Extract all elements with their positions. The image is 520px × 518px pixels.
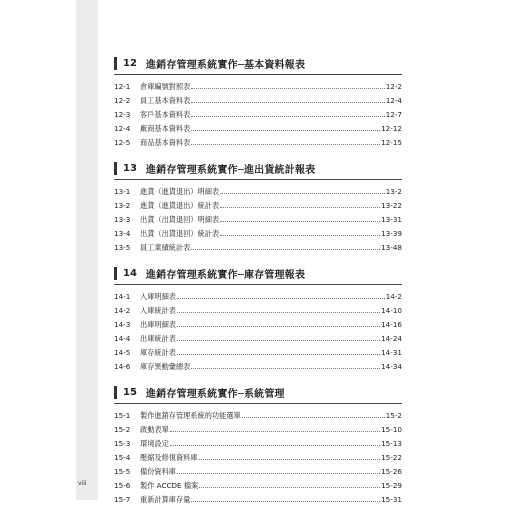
entry-page: 14-24 xyxy=(381,334,402,343)
dot-leader xyxy=(177,473,380,474)
entry-page: 13-2 xyxy=(385,187,402,196)
entry-title: 啟動表單 xyxy=(140,425,169,434)
chapter-title: 進銷存管理系統實作─進出貨統計報表 xyxy=(145,164,316,176)
entry-title: 入庫統計表 xyxy=(140,306,176,315)
toc-entry[interactable] xyxy=(114,290,402,304)
entry-number: 15-1 xyxy=(114,411,131,420)
toc-entry[interactable] xyxy=(114,479,402,493)
entry-title: 出貨（出貨退回）統計表 xyxy=(140,229,220,238)
chapter-13 xyxy=(114,161,402,255)
entry-page: 12-15 xyxy=(381,138,402,147)
entry-page: 12-2 xyxy=(385,82,402,91)
entry-title: 員工基本資料表 xyxy=(140,96,191,105)
chapter-number: 14 xyxy=(123,267,137,279)
entry-title: 進貨（進貨退出）明細表 xyxy=(140,187,220,196)
entry-page: 14-34 xyxy=(381,362,402,371)
table-of-contents xyxy=(114,56,402,518)
entry-title: 入庫明細表 xyxy=(140,292,176,301)
entry-number: 13-5 xyxy=(114,243,131,252)
dot-leader xyxy=(177,340,380,341)
toc-entry[interactable] xyxy=(114,185,402,199)
dot-leader xyxy=(242,417,385,418)
entry-page: 15-31 xyxy=(381,495,402,504)
entry-title: 庫存異動彙總表 xyxy=(140,362,191,371)
dot-leader xyxy=(191,130,380,131)
entry-page: 15-29 xyxy=(381,481,402,490)
toc-entry[interactable] xyxy=(114,94,402,108)
entry-number: 14-3 xyxy=(114,320,131,329)
chapter-heading xyxy=(114,161,402,180)
dot-leader xyxy=(177,326,380,327)
entry-page: 15-22 xyxy=(381,453,402,462)
toc-entry[interactable] xyxy=(114,318,402,332)
entry-page: 12-4 xyxy=(385,96,402,105)
page-number: viii xyxy=(78,480,87,487)
entry-number: 12-1 xyxy=(114,82,131,91)
toc-entry[interactable] xyxy=(114,304,402,318)
chapter-heading xyxy=(114,266,402,285)
toc-entry[interactable] xyxy=(114,108,402,122)
entry-title: 商品基本資料表 xyxy=(140,138,191,147)
entry-title: 製作 ACCDE 檔案 xyxy=(140,481,199,490)
entry-number: 15-5 xyxy=(114,467,131,476)
chapter-12 xyxy=(114,56,402,150)
entry-page: 13-22 xyxy=(381,201,402,210)
toc-entry[interactable] xyxy=(114,241,402,255)
entry-title: 重新計算庫存量 xyxy=(140,495,191,504)
entry-page: 12-12 xyxy=(381,124,402,133)
chapter-14 xyxy=(114,266,402,374)
chapter-title: 進銷存管理系統實作─基本資料報表 xyxy=(145,59,306,71)
entry-number: 12-4 xyxy=(114,124,131,133)
entry-number: 12-5 xyxy=(114,138,131,147)
dot-leader xyxy=(191,368,380,369)
entry-number: 14-4 xyxy=(114,334,131,343)
chapter-marker-bar xyxy=(114,162,117,175)
entry-title: 備份資料庫 xyxy=(140,467,176,476)
entry-page: 14-2 xyxy=(385,292,402,301)
chapter-marker-bar xyxy=(114,386,117,399)
entry-title: 製作進銷存管理系統的功能選單 xyxy=(140,411,241,420)
entry-page: 14-10 xyxy=(381,306,402,315)
entry-page: 15-10 xyxy=(381,425,402,434)
entry-title: 進貨（進貨退出）統計表 xyxy=(140,201,220,210)
entry-number: 13-2 xyxy=(114,201,131,210)
dot-leader xyxy=(191,249,380,250)
entry-number: 14-2 xyxy=(114,306,131,315)
entry-page: 15-2 xyxy=(385,411,402,420)
entry-number: 15-4 xyxy=(114,453,131,462)
entry-page: 13-48 xyxy=(381,243,402,252)
entry-title: 出庫統計表 xyxy=(140,334,176,343)
entry-page: 15-13 xyxy=(381,439,402,448)
toc-entry[interactable] xyxy=(114,199,402,213)
entry-title: 出貨（出貨退回）明細表 xyxy=(140,215,220,224)
chapter-heading xyxy=(114,56,402,75)
dot-leader xyxy=(177,298,385,299)
chapter-marker-bar xyxy=(114,267,117,280)
entry-title: 庫存統計表 xyxy=(140,348,176,357)
toc-entry[interactable] xyxy=(114,80,402,94)
dot-leader xyxy=(220,221,380,222)
dot-leader xyxy=(220,207,380,208)
dot-leader xyxy=(191,116,384,117)
chapter-number: 13 xyxy=(123,162,137,174)
chapter-15 xyxy=(114,385,402,507)
chapter-number: 12 xyxy=(123,57,137,69)
entry-title: 出庫明細表 xyxy=(140,320,176,329)
entry-number: 14-5 xyxy=(114,348,131,357)
entry-page: 13-39 xyxy=(381,229,402,238)
chapter-marker-bar xyxy=(114,57,117,70)
entry-number: 14-1 xyxy=(114,292,131,301)
dot-leader xyxy=(191,501,380,502)
entry-number: 13-4 xyxy=(114,229,131,238)
dot-leader xyxy=(170,445,380,446)
dot-leader xyxy=(199,459,381,460)
toc-entry[interactable] xyxy=(114,360,402,374)
toc-entry[interactable] xyxy=(114,122,402,136)
entry-page: 12-7 xyxy=(385,110,402,119)
dot-leader xyxy=(177,312,380,313)
chapter-title: 進銷存管理系統實作─庫存管理報表 xyxy=(145,269,306,281)
dot-leader xyxy=(191,144,380,145)
page-margin-strip xyxy=(76,0,98,500)
entry-number: 13-3 xyxy=(114,215,131,224)
entry-number: 15-7 xyxy=(114,495,131,504)
dot-leader xyxy=(220,235,380,236)
dot-leader xyxy=(191,102,384,103)
toc-entry[interactable] xyxy=(114,136,402,150)
entry-page: 14-16 xyxy=(381,320,402,329)
toc-entry[interactable] xyxy=(114,493,402,507)
entry-number: 14-6 xyxy=(114,362,131,371)
entry-number: 15-6 xyxy=(114,481,131,490)
entry-page: 13-31 xyxy=(381,215,402,224)
dot-leader xyxy=(191,88,384,89)
entry-number: 12-3 xyxy=(114,110,131,119)
toc-entry[interactable] xyxy=(114,409,402,423)
entry-page: 14-31 xyxy=(381,348,402,357)
toc-entry[interactable] xyxy=(114,227,402,241)
entry-title: 員工業績統計表 xyxy=(140,243,191,252)
chapter-heading xyxy=(114,385,402,404)
entry-title: 廠商基本資料表 xyxy=(140,124,191,133)
toc-entry[interactable] xyxy=(114,423,402,437)
entry-title: 客戶基本資料表 xyxy=(140,110,191,119)
toc-entry[interactable] xyxy=(114,451,402,465)
entry-number: 15-3 xyxy=(114,439,131,448)
chapter-number: 15 xyxy=(123,386,137,398)
toc-entry[interactable] xyxy=(114,213,402,227)
entry-number: 15-2 xyxy=(114,425,131,434)
chapter-title: 進銷存管理系統實作─系統管理 xyxy=(145,388,285,400)
dot-leader xyxy=(199,487,380,488)
entry-title: 環境設定 xyxy=(140,439,169,448)
entry-number: 13-1 xyxy=(114,187,131,196)
entry-page: 15-26 xyxy=(381,467,402,476)
entry-number: 12-2 xyxy=(114,96,131,105)
dot-leader xyxy=(177,354,380,355)
toc-entry[interactable] xyxy=(114,437,402,451)
entry-title: 倉庫編號對照表 xyxy=(140,82,191,91)
entry-title: 壓縮及修復資料庫 xyxy=(140,453,198,462)
dot-leader xyxy=(220,193,385,194)
dot-leader xyxy=(170,431,380,432)
toc-entry[interactable] xyxy=(114,332,402,346)
toc-entry[interactable] xyxy=(114,465,402,479)
toc-entry[interactable] xyxy=(114,346,402,360)
